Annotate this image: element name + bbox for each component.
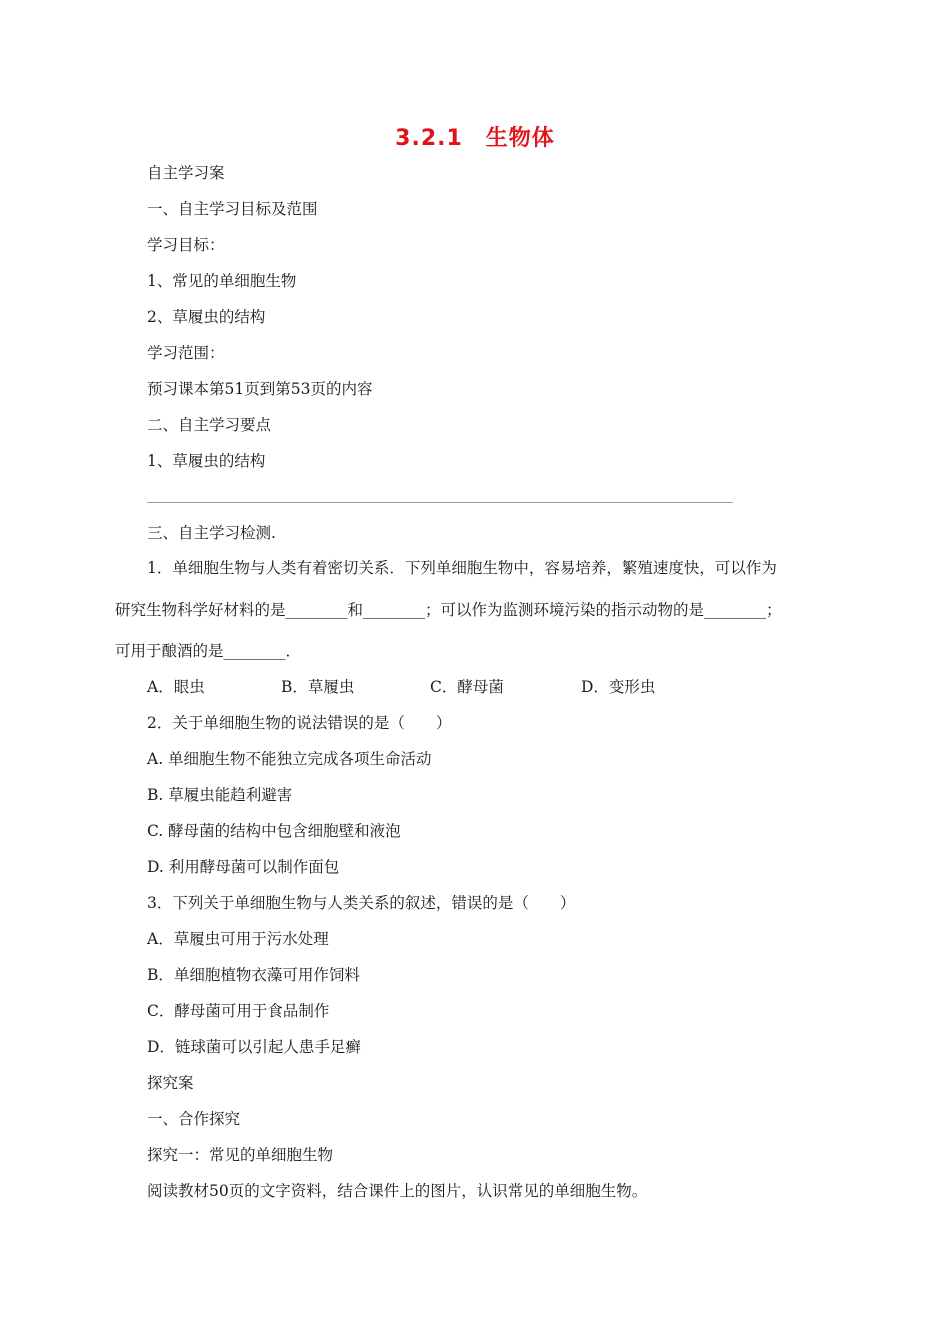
option-d: D．链球菌可以引起人患手足癣	[147, 1038, 361, 1056]
text-line: 1、草履虫的结构	[147, 452, 266, 470]
text-line: 1、常见的单细胞生物	[147, 272, 297, 290]
text-line: 2、草履虫的结构	[147, 308, 266, 326]
option-a: A．眼虫	[147, 678, 205, 696]
option-c: C．酵母菌	[430, 678, 504, 696]
option-c: C. 酵母菌的结构中包含细胞壁和液泡	[147, 822, 401, 840]
text-line: 阅读教材50页的文字资料，结合课件上的图片，认识常见的单细胞生物。	[147, 1182, 648, 1200]
text-line: 探究一：常见的单细胞生物	[147, 1146, 334, 1164]
option-d: D．变形虫	[581, 678, 656, 696]
option-a: A．草履虫可用于污水处理	[147, 930, 329, 948]
section-heading: 探究案	[147, 1074, 194, 1092]
section-heading: 自主学习案	[147, 164, 225, 182]
text-line: 学习范围：	[147, 344, 225, 362]
option-c: C．酵母菌可用于食品制作	[147, 1002, 330, 1020]
page-title: 3.2.1 生物体	[395, 126, 555, 151]
subsection-heading: 三、自主学习检测.	[147, 524, 276, 542]
question-text: 3．下列关于单细胞生物与人类关系的叙述，错误的是（ ）	[147, 894, 576, 912]
answer-line	[147, 502, 733, 503]
subsection-heading: 一、自主学习目标及范围	[147, 200, 318, 218]
question-text: 1．单细胞生物与人类有着密切关系．下列单细胞生物中，容易培养，繁殖速度快，可以作为	[147, 559, 777, 577]
subsection-heading: 一、合作探究	[147, 1110, 241, 1128]
option-a: A. 单细胞生物不能独立完成各项生命活动	[147, 750, 432, 768]
subsection-heading: 二、自主学习要点	[147, 416, 272, 434]
option-b: B．单细胞植物衣藻可用作饲料	[147, 966, 360, 984]
question-text: 2．关于单细胞生物的说法错误的是（ ）	[147, 714, 452, 732]
option-b: B. 草履虫能趋利避害	[147, 786, 293, 804]
option-b: B．草履虫	[281, 678, 355, 696]
text-line: 预习课本第51页到第53页的内容	[147, 380, 373, 398]
question-text: 可用于酿酒的是________．	[115, 642, 302, 660]
text-line: 学习目标：	[147, 236, 225, 254]
option-d: D. 利用酵母菌可以制作面包	[147, 858, 340, 876]
question-text: 研究生物科学好材料的是________和________；可以作为监测环境污染的指示动物的是________；	[115, 601, 782, 619]
